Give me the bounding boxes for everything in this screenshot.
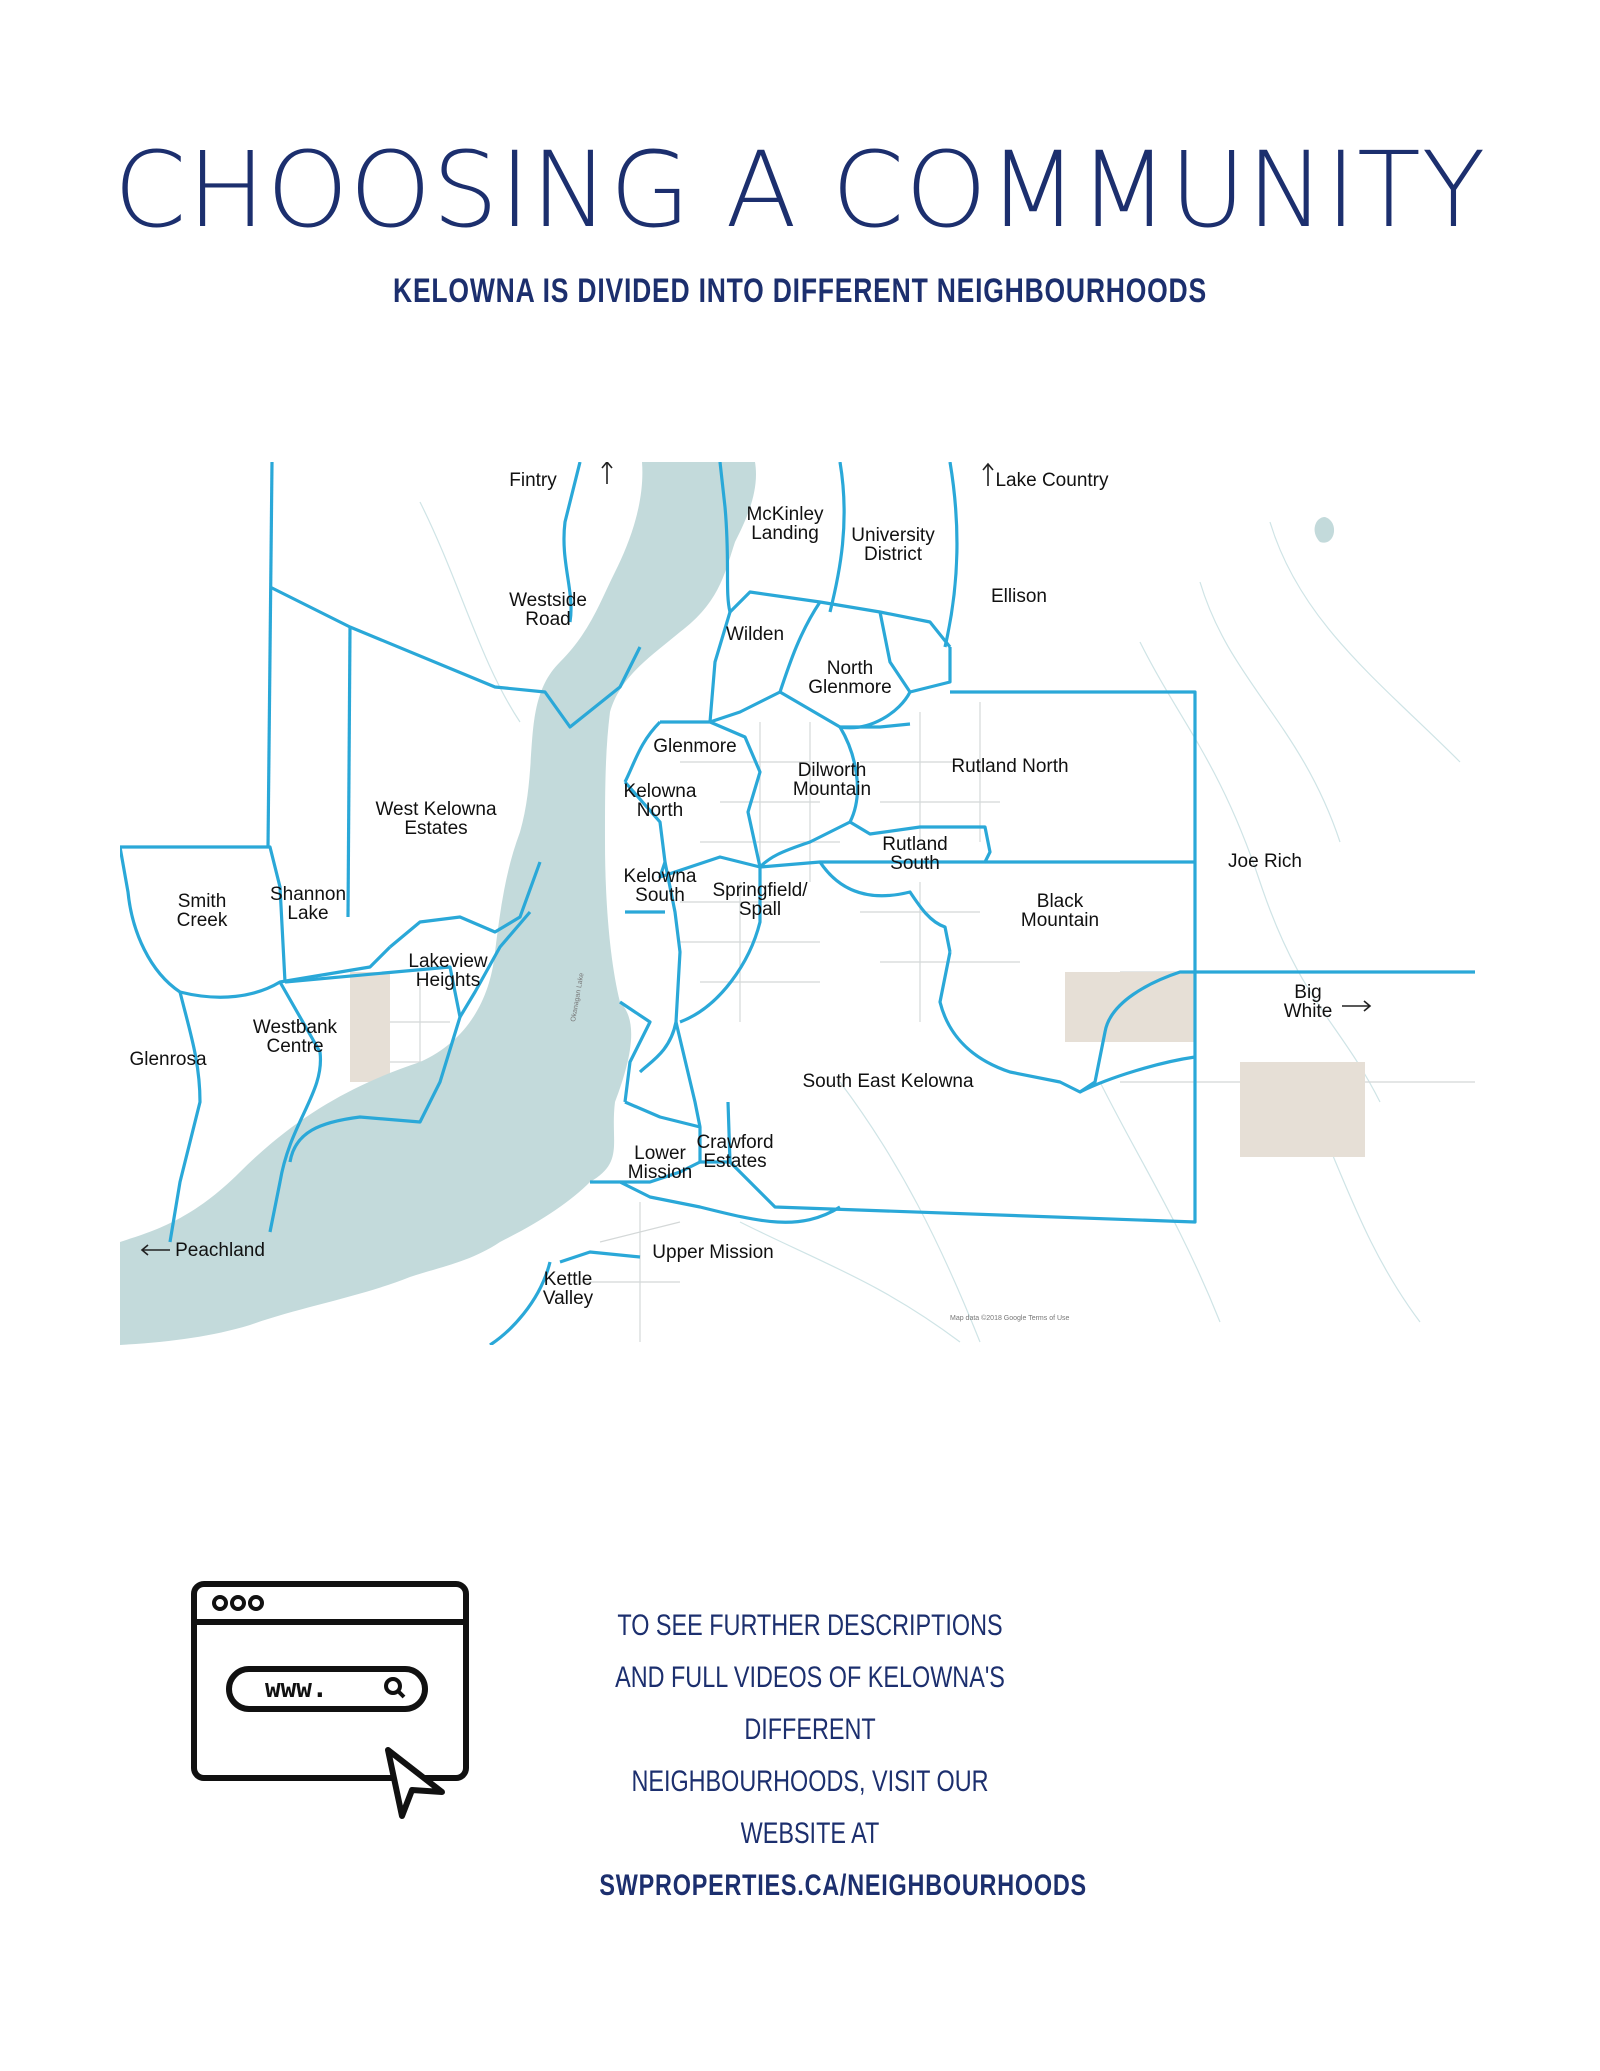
label-westbank-centre: Westbank xyxy=(252,1017,338,1038)
label-westbank-centre-2: Centre xyxy=(266,1036,324,1057)
label-peachland: Peachland xyxy=(175,1240,265,1261)
label-big-white-1: Big xyxy=(1294,982,1322,1003)
label-mckinley-landing: McKinley xyxy=(746,504,824,525)
label-rutland-north: Rutland North xyxy=(951,756,1069,777)
label-wilden: Wilden xyxy=(725,624,785,645)
label-shannon-lake-2: Lake xyxy=(287,903,329,924)
label-westside-road-2: Road xyxy=(525,609,571,630)
label-university-district-2: District xyxy=(863,544,923,565)
urban-area xyxy=(350,972,390,1082)
label-north-glenmore: North xyxy=(826,658,874,679)
label-north-glenmore-2: Glenmore xyxy=(808,677,892,698)
label-glenrosa: Glenrosa xyxy=(129,1049,207,1070)
label-lake-country: Lake Country xyxy=(995,470,1109,491)
label-kettle-valley-2: Valley xyxy=(542,1288,594,1309)
urban-area xyxy=(1240,1062,1365,1157)
label-black-mountain-2: Mountain xyxy=(1020,910,1100,931)
label-south-east-kelowna: South East Kelowna xyxy=(802,1071,974,1092)
website-link[interactable]: SWPROPERTIES.CA/NEIGHBOURHOODS xyxy=(599,1869,1087,1902)
label-university-district: University xyxy=(851,525,935,546)
label-smith-creek: Smith xyxy=(177,891,227,912)
page-subtitle: KELOWNA IS DIVIDED INTO DIFFERENT NEIGHBOURHOODS xyxy=(393,272,1207,310)
page-title: CHOOSING A COMMUNITY xyxy=(113,129,1487,251)
label-kelowna-north-2: North xyxy=(636,800,684,821)
label-glenmore: Glenmore xyxy=(653,736,737,757)
footer-line-2: NEIGHBOURHOODS, VISIT OUR WEBSITE AT xyxy=(631,1765,989,1850)
label-mckinley-landing-2: Landing xyxy=(751,523,819,544)
label-lower-mission: Lower xyxy=(634,1143,686,1164)
label-westside-road: Westside xyxy=(509,590,587,611)
label-kelowna-south-2: South xyxy=(635,885,685,906)
label-kettle-valley: Kettle xyxy=(543,1269,593,1290)
label-west-kelowna-estates: West Kelowna xyxy=(375,799,497,820)
label-west-kelowna-estates-2: Estates xyxy=(404,818,468,839)
search-icon xyxy=(386,1679,400,1693)
label-springfield-spall: Springfield/ xyxy=(712,880,808,901)
label-smith-creek-2: Creek xyxy=(176,910,228,931)
label-upper-mission: Upper Mission xyxy=(652,1242,774,1263)
label-lakeview-heights-2: Heights xyxy=(415,970,481,991)
label-dilworth-mountain-2: Mountain xyxy=(792,779,872,800)
label-big-white-2: White xyxy=(1283,1001,1333,1022)
label-crawford-estates: Crawford xyxy=(696,1132,774,1153)
label-fintry: Fintry xyxy=(509,470,557,491)
urban-area xyxy=(1065,972,1195,1042)
label-rutland-south: Rutland xyxy=(882,834,948,855)
label-dilworth-mountain: Dilworth xyxy=(797,760,867,781)
label-crawford-estates-2: Estates xyxy=(703,1151,767,1172)
label-rutland-south-2: South xyxy=(890,853,940,874)
map-attribution: Map data ©2018 Google Terms of Use xyxy=(950,1315,1070,1322)
label-lakeview-heights: Lakeview xyxy=(408,951,488,972)
www-text: www. xyxy=(265,1674,328,1704)
label-kelowna-north: Kelowna xyxy=(623,781,697,802)
lake-name: Okanagan Lake xyxy=(570,972,586,1023)
label-lower-mission-2: Mission xyxy=(627,1162,693,1183)
label-black-mountain: Black xyxy=(1036,891,1084,912)
browser-window-icon xyxy=(190,1580,480,1830)
footer-line-1: TO SEE FURTHER DESCRIPTIONS AND FULL VIDEOS OF KELOWNA'S DIFFERENT xyxy=(615,1609,1005,1746)
label-joe-rich: Joe Rich xyxy=(1228,851,1302,872)
cursor-pointer-icon xyxy=(388,1750,442,1816)
footer-text xyxy=(599,1600,1087,1912)
label-shannon-lake: Shannon xyxy=(269,884,347,905)
label-kelowna-south: Kelowna xyxy=(623,866,697,887)
label-springfield-spall-2: Spall xyxy=(738,899,782,920)
label-ellison: Ellison xyxy=(991,586,1047,607)
neighbourhood-map xyxy=(120,462,1475,1345)
